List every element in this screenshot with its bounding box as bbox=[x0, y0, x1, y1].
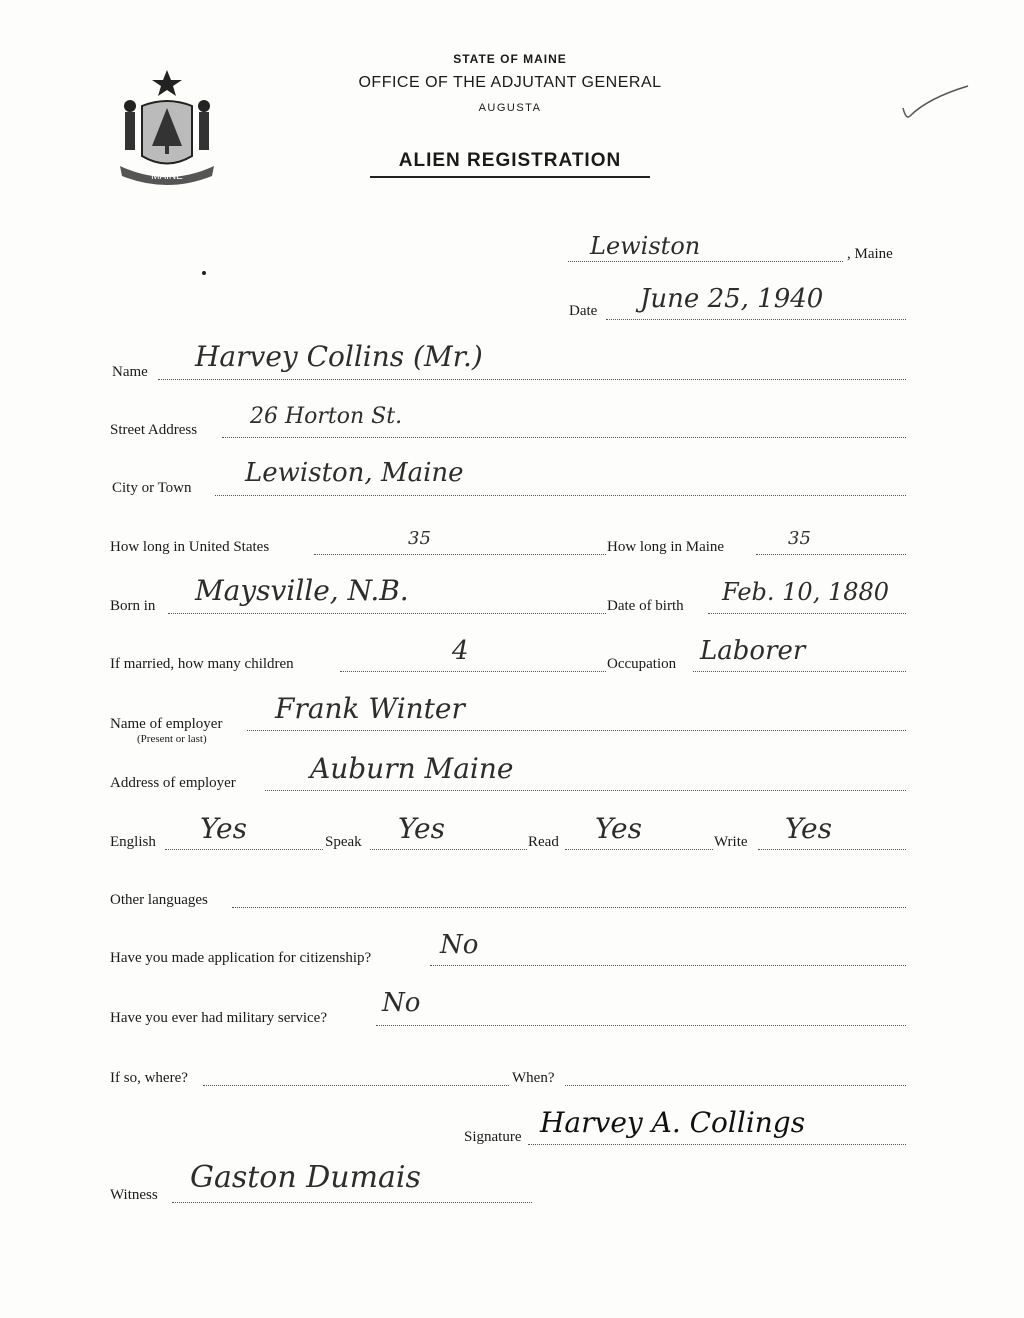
state-heading: STATE OF MAINE bbox=[453, 52, 567, 66]
other-languages-label: Other languages bbox=[110, 892, 208, 908]
how-long-maine-line bbox=[756, 553, 906, 555]
occupation-value[interactable]: Laborer bbox=[700, 636, 806, 666]
name-value[interactable]: Harvey Collins (Mr.) bbox=[195, 340, 483, 373]
read-value[interactable]: Yes bbox=[595, 812, 642, 845]
signature-label: Signature bbox=[464, 1129, 522, 1145]
date-of-birth-value[interactable]: Feb. 10, 1880 bbox=[722, 578, 890, 606]
occupation-label: Occupation bbox=[607, 656, 677, 672]
checkmark-icon bbox=[898, 80, 978, 130]
write-line bbox=[758, 848, 906, 850]
citizenship-line bbox=[430, 964, 906, 966]
english-line bbox=[165, 848, 323, 850]
place-value[interactable]: Lewiston bbox=[590, 232, 701, 260]
city-value[interactable]: Lewiston, Maine bbox=[245, 458, 464, 488]
write-value[interactable]: Yes bbox=[785, 812, 832, 845]
place-line bbox=[568, 260, 843, 262]
write-label: Write bbox=[714, 834, 748, 850]
how-long-maine-label: How long in Maine bbox=[607, 539, 725, 555]
speak-label: Speak bbox=[325, 834, 362, 850]
seal-banner-text: MAINE bbox=[151, 171, 183, 182]
born-in-label: Born in bbox=[110, 598, 156, 614]
citizenship-label: Have you made application for citizenship? bbox=[110, 950, 372, 966]
where-line bbox=[203, 1084, 509, 1086]
children-value[interactable]: 4 bbox=[452, 636, 469, 666]
date-label: Date bbox=[569, 303, 598, 319]
street-label: Street Address bbox=[110, 422, 198, 438]
date-line bbox=[606, 318, 906, 320]
witness-line bbox=[172, 1201, 532, 1203]
city-line bbox=[215, 494, 906, 496]
employer-line bbox=[247, 729, 906, 731]
signature-line bbox=[528, 1143, 906, 1145]
ink-dot bbox=[202, 271, 206, 275]
how-long-us-value[interactable]: 35 bbox=[408, 528, 431, 549]
maine-label: , Maine bbox=[847, 246, 893, 262]
witness-label: Witness bbox=[110, 1187, 158, 1203]
occupation-line bbox=[693, 670, 906, 672]
employer-address-label: Address of employer bbox=[110, 775, 236, 791]
speak-value[interactable]: Yes bbox=[398, 812, 445, 845]
date-of-birth-line bbox=[708, 612, 906, 614]
children-line bbox=[340, 670, 606, 672]
if-so-where-label: If so, where? bbox=[110, 1070, 188, 1086]
military-line bbox=[376, 1024, 906, 1026]
name-line bbox=[158, 378, 906, 380]
street-line bbox=[222, 436, 906, 438]
citizenship-value[interactable]: No bbox=[440, 930, 479, 960]
street-value[interactable]: 26 Horton St. bbox=[250, 404, 403, 429]
employer-address-line bbox=[265, 789, 906, 791]
when-line bbox=[565, 1084, 906, 1086]
born-in-line bbox=[168, 612, 606, 614]
signature-value[interactable]: Harvey A. Collings bbox=[540, 1106, 806, 1139]
english-label: English bbox=[110, 834, 156, 850]
date-of-birth-label: Date of birth bbox=[607, 598, 684, 614]
form-title: ALIEN REGISTRATION bbox=[370, 150, 650, 178]
city-heading: AUGUSTA bbox=[478, 102, 542, 114]
employer-value[interactable]: Frank Winter bbox=[275, 692, 465, 725]
employer-label: Name of employer bbox=[110, 716, 223, 732]
witness-value[interactable]: Gaston Dumais bbox=[190, 1160, 421, 1195]
employer-address-value[interactable]: Auburn Maine bbox=[310, 752, 514, 785]
how-long-maine-value[interactable]: 35 bbox=[788, 528, 811, 549]
when-label: When? bbox=[512, 1070, 555, 1086]
date-value[interactable]: June 25, 1940 bbox=[640, 284, 824, 314]
read-label: Read bbox=[528, 834, 559, 850]
employer-note: (Present or last) bbox=[137, 733, 207, 745]
office-heading: OFFICE OF THE ADJUTANT GENERAL bbox=[358, 74, 662, 91]
born-in-value[interactable]: Maysville, N.B. bbox=[195, 574, 409, 607]
read-line bbox=[565, 848, 713, 850]
how-long-us-line bbox=[314, 553, 606, 555]
state-seal-icon bbox=[112, 66, 222, 190]
married-label: If married, how many children bbox=[110, 656, 294, 672]
military-value[interactable]: No bbox=[382, 988, 421, 1018]
english-value[interactable]: Yes bbox=[200, 812, 247, 845]
how-long-us-label: How long in United States bbox=[110, 539, 270, 555]
name-label: Name bbox=[112, 364, 148, 380]
other-languages-line bbox=[232, 906, 906, 908]
military-label: Have you ever had military service? bbox=[110, 1010, 327, 1026]
city-label: City or Town bbox=[112, 480, 192, 496]
speak-line bbox=[370, 848, 527, 850]
